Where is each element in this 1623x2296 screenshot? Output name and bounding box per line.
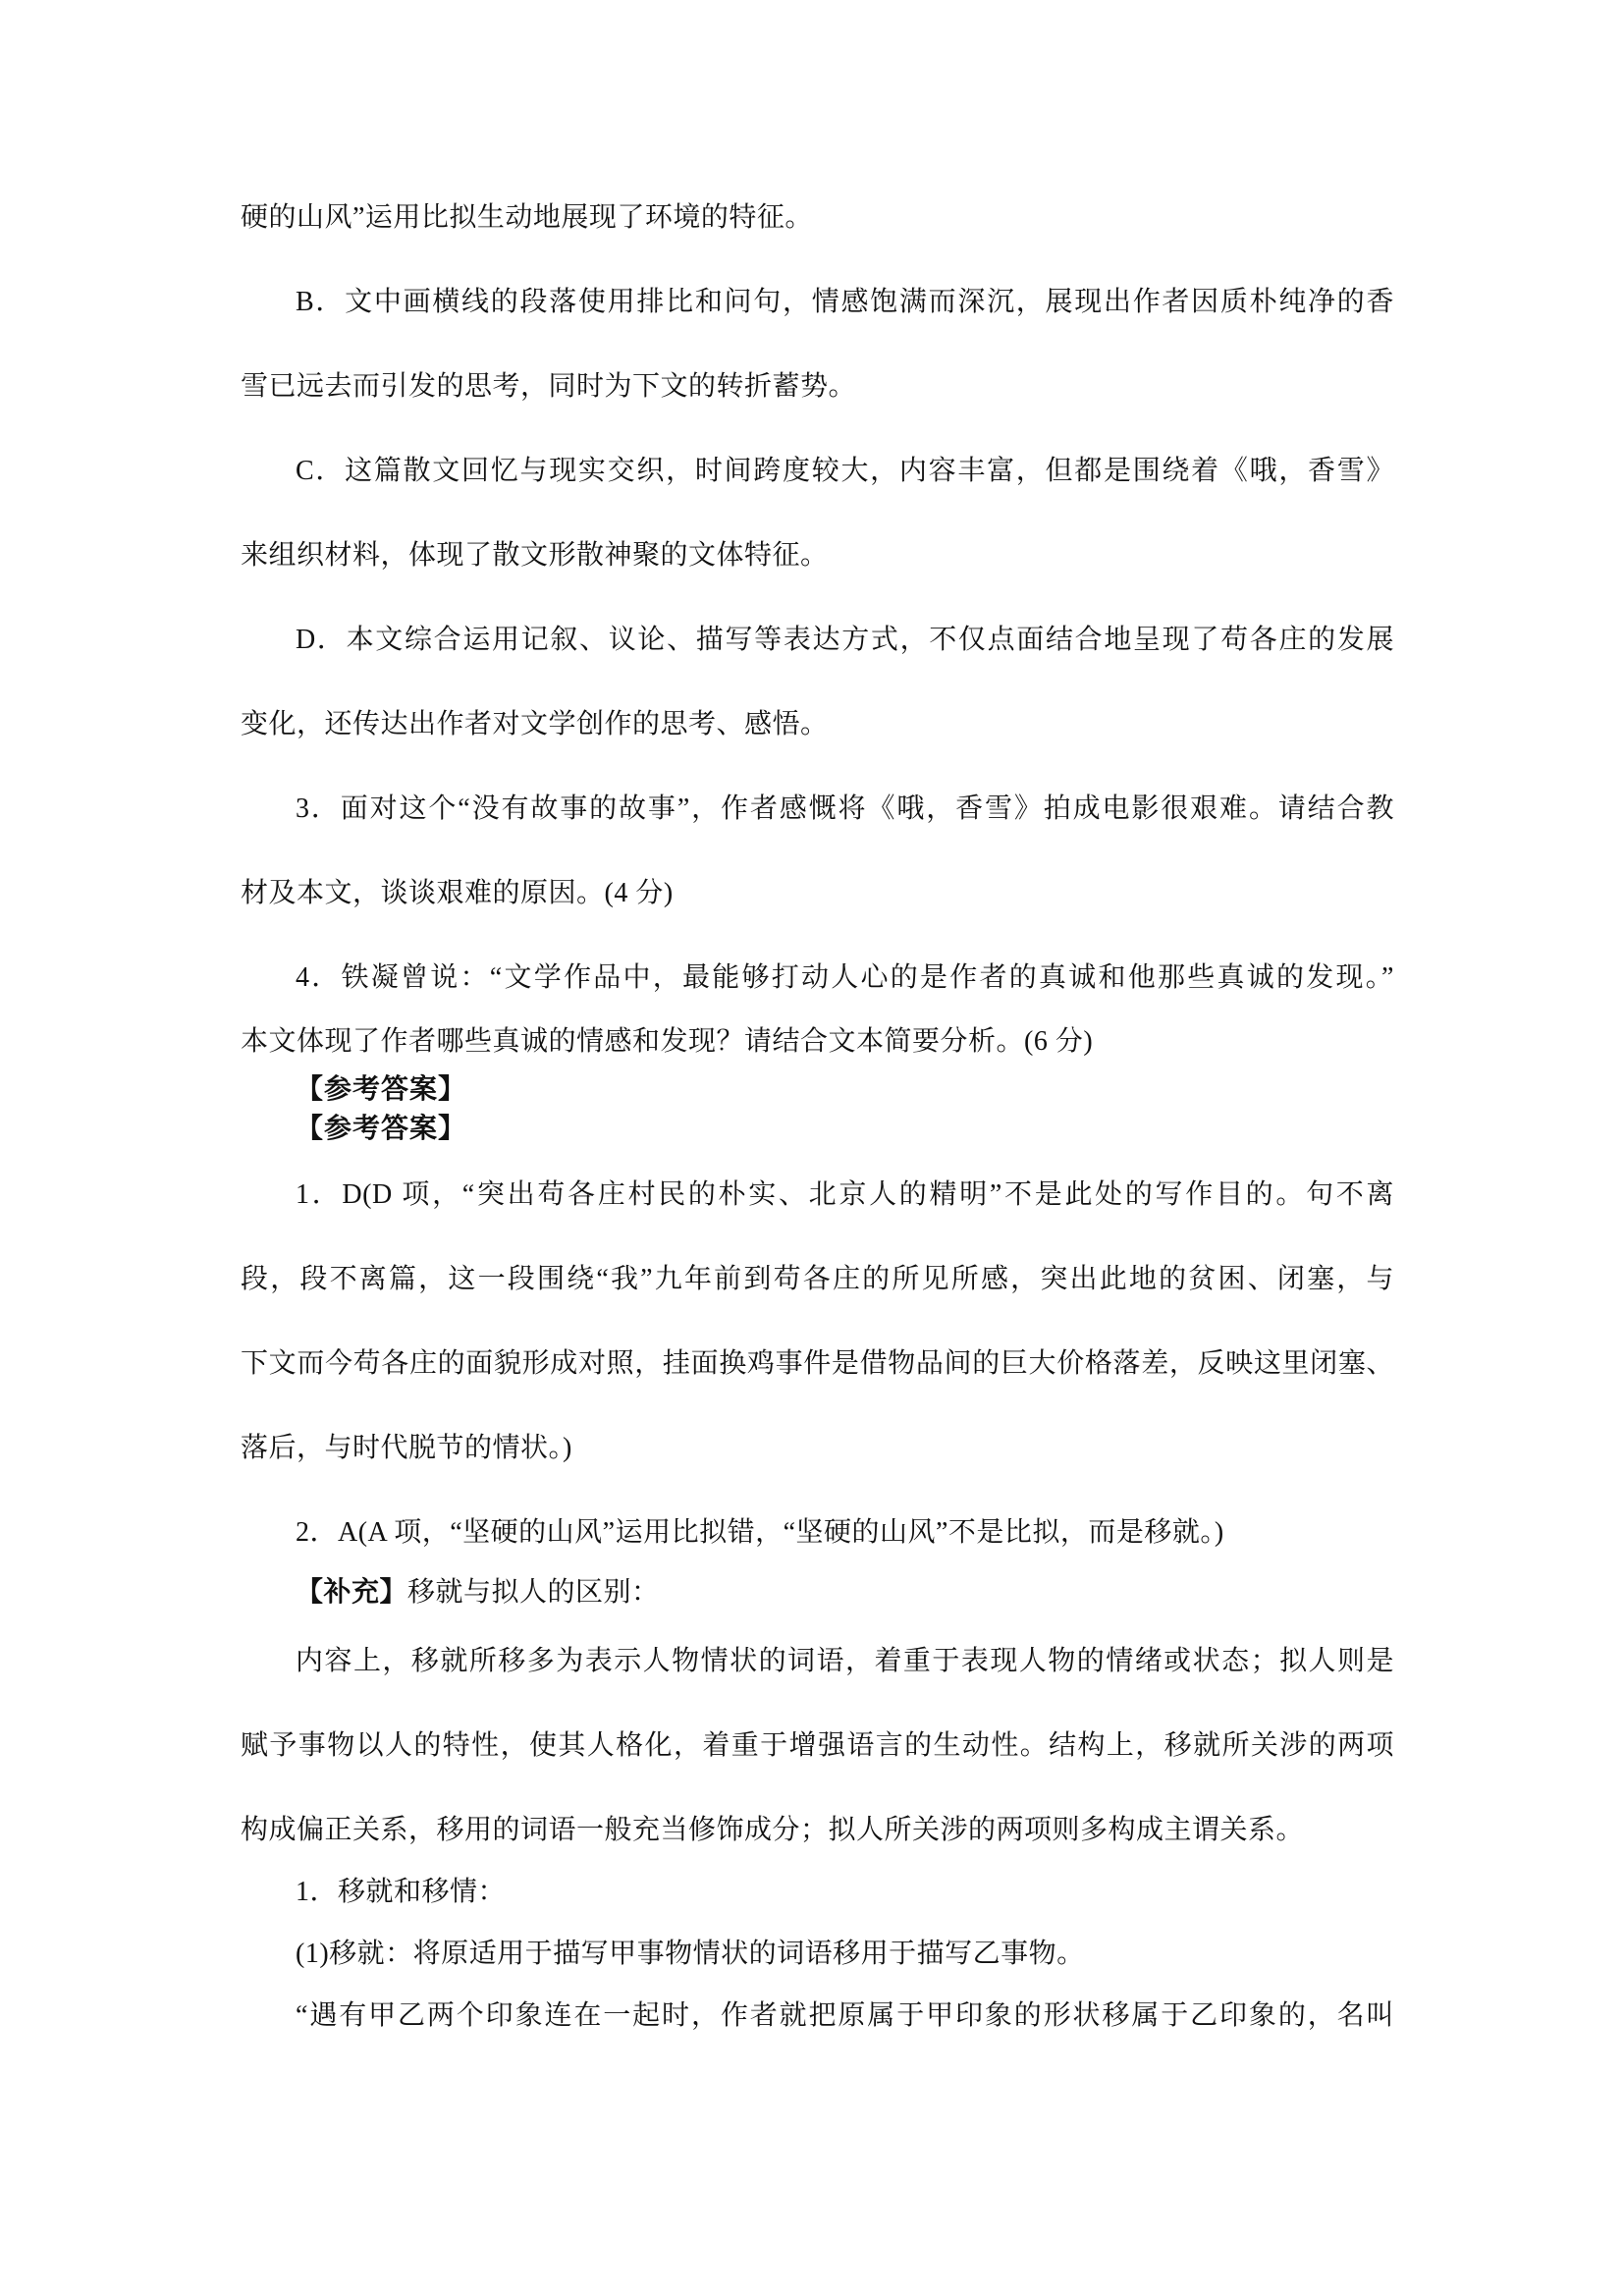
line-answer-1-cont-2: 下文而今苟各庄的面貌形成对照，挂面换鸡事件是借物品间的巨大价格落差，反映这里闭塞、 (241, 1348, 1394, 1379)
line-question-3: 3．面对这个“没有故事的故事”，作者感慨将《哦，香雪》拍成电影很艰难。请结合教 (296, 793, 1394, 824)
reference-answer-heading-1: 【参考答案】 (296, 1073, 467, 1104)
line-answer-1-cont-3: 落后，与时代脱节的情状。) (241, 1433, 572, 1463)
line-answer-2: 2．A(A 项，“坚硬的山风”运用比拟错，“坚硬的山风”不是比拟，而是移就。) (296, 1517, 1224, 1548)
line-answer-1: 1．D(D 项，“突出苟各庄村民的朴实、北京人的精明”不是此处的写作目的。句不离 (296, 1179, 1394, 1210)
line-content-note: 内容上，移就所移多为表示人物情状的词语，着重于表现人物的情绪或状态；拟人则是 (296, 1646, 1394, 1676)
line-content-note-cont-2: 构成偏正关系，移用的词语一般充当修饰成分；拟人所关涉的两项则多构成主谓关系。 (241, 1815, 1305, 1845)
line-list-item-1: 1．移就和移情： (296, 1877, 507, 1907)
supplement-heading-text: 移就与拟人的区别： (407, 1577, 660, 1608)
supplement-label: 【补充】 (296, 1576, 408, 1607)
line-question-3-cont: 材及本文，谈谈艰难的原因。(4 分) (241, 878, 674, 908)
line-option-b-cont: 雪已远去而引发的思考，同时为下文的转折蓄势。 (241, 371, 857, 402)
line-option-b: B．文中画横线的段落使用排比和问句，情感饱满而深沉，展现出作者因质朴纯净的香 (296, 287, 1394, 317)
line-definition-yijiu: (1)移就：将原适用于描写甲事物情状的词语移用于描写乙事物。 (296, 1939, 1085, 1969)
line-content-note-cont-1: 赋予事物以人的特性，使其人格化，着重于增强语言的生动性。结构上，移就所关涉的两项 (241, 1730, 1394, 1761)
line-option-c: C．这篇散文回忆与现实交织，时间跨度较大，内容丰富，但都是围绕着《哦，香雪》 (296, 456, 1394, 486)
line-answer-1-cont-1: 段，段不离篇，这一段围绕“我”九年前到苟各庄的所见所感，突出此地的贫困、闭塞，与 (241, 1264, 1394, 1294)
reference-answer-heading-2: 【参考答案】 (296, 1113, 467, 1143)
line-option-a-cont: 硬的山风”运用比拟生动地展现了环境的特征。 (241, 202, 813, 233)
line-option-d: D．本文综合运用记叙、议论、描写等表达方式，不仅点面结合地呈现了苟各庄的发展 (296, 625, 1394, 655)
line-option-d-cont: 变化，还传达出作者对文学创作的思考、感悟。 (241, 709, 829, 739)
line-option-c-cont: 来组织材料，体现了散文形散神聚的文体特征。 (241, 540, 829, 571)
line-question-4-cont: 本文体现了作者哪些真诚的情感和发现？请结合文本简要分析。(6 分) (241, 1026, 1094, 1057)
line-quote: “遇有甲乙两个印象连在一起时，作者就把原属于甲印象的形状移属于乙印象的，名叫 (296, 2000, 1394, 2031)
line-supplement-heading (241, 1575, 1394, 1609)
line-question-4: 4．铁凝曾说：“文学作品中，最能够打动人心的是作者的真诚和他那些真诚的发现。” (296, 962, 1394, 993)
